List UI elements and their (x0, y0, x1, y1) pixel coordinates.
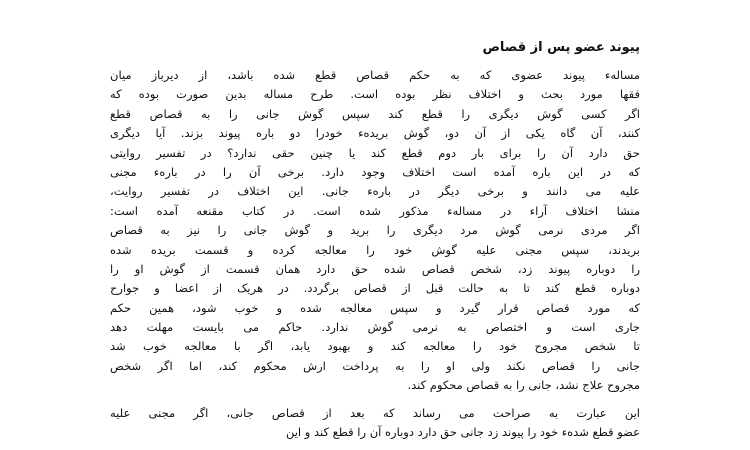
paragraph-line: منشا اختلاف آراء در مسالهء مذکور شده است. در کتاب مقنعه آمده است: (110, 203, 640, 218)
document-title: پیوند عضو پس از قصاص (482, 40, 640, 55)
paragraph-line: عضو قطع شدهء خود را پیوند زد جانی حق دارد دوباره آن را قطع کند و این (285, 425, 640, 440)
paragraph-line: که در این باره آمده است اختلاف وجود دارد. برخی آن را در بارهء مجنی (110, 164, 640, 179)
paragraph-line: را دوباره پیوند زد، شخص قصاص شده حق دارد همان قسمت از گوش او را (110, 261, 640, 276)
paragraph-line: کنند، آن گاه یکی از آن دو، گوش بریدهء خودرا دو باره پیوند بزند. آیا دیگری (110, 126, 640, 141)
paragraph-line: مجروح علاج نشد، جانی را به قصاص محکوم کند. (407, 378, 640, 393)
paragraph-line: جاری است و اختصاص به نرمی گوش ندارد. حاکم می بایست مهلت دهد (110, 320, 640, 335)
paragraph-line: فقها مورد بحث و اختلاف نظر بوده است. طرح مساله بدین صورت بوده که (110, 87, 640, 102)
paragraph-line: اگر کسی گوش دیگری را قطع کند سپس گوش جانی را به قصاص قطع (110, 106, 640, 121)
paragraph-line: علیه می دانند و برخی دیگر در بارهء جانی. این اختلاف در تفسیر روایت، (110, 184, 640, 199)
paragraph-line: این عبارت به صراحت می رساند که بعد از قصاص جانی، اگر مجنی علیه (110, 405, 640, 420)
paragraph-line: بریدند، سپس مجنی علیه گوش خود را معالجه کرده و قسمت بریده شده (110, 242, 640, 257)
paragraph-line: دوباره قطع کند تا به حالت قبل از قصاص برگردد. در هریک از اعضا و جوارح (110, 281, 640, 296)
paragraph-1 (110, 66, 640, 396)
paragraph-line: حق دارد آن را برای بار دوم قطع کند یا چنین حقی ندارد؟ در تفسیر روایتی (110, 145, 640, 160)
paragraph-line: تا شخص مجروح خود را معالجه کند و بهبود یابد، اگر با معالجه خوب شد (110, 339, 640, 354)
paragraph-line: جانی را قصاص نکند ولی او را به پرداخت ارش محکوم کند، اما اگر شخص (110, 358, 640, 373)
paragraph-line: مسالهء پیوند عضوی که به حکم قصاص قطع شده باشد، از دیرباز میان (110, 68, 640, 82)
paragraph-line: اگر مردی نرمی گوش مرد دیگری را برید و گوش جانی را نیز به قصاص (110, 223, 640, 238)
paragraph-line: که مورد قصاص قرار گیرد و سپس معالجه شده و خوب شود، همین حکم (110, 300, 640, 315)
paragraph-2 (110, 404, 640, 443)
document-page (110, 38, 640, 450)
